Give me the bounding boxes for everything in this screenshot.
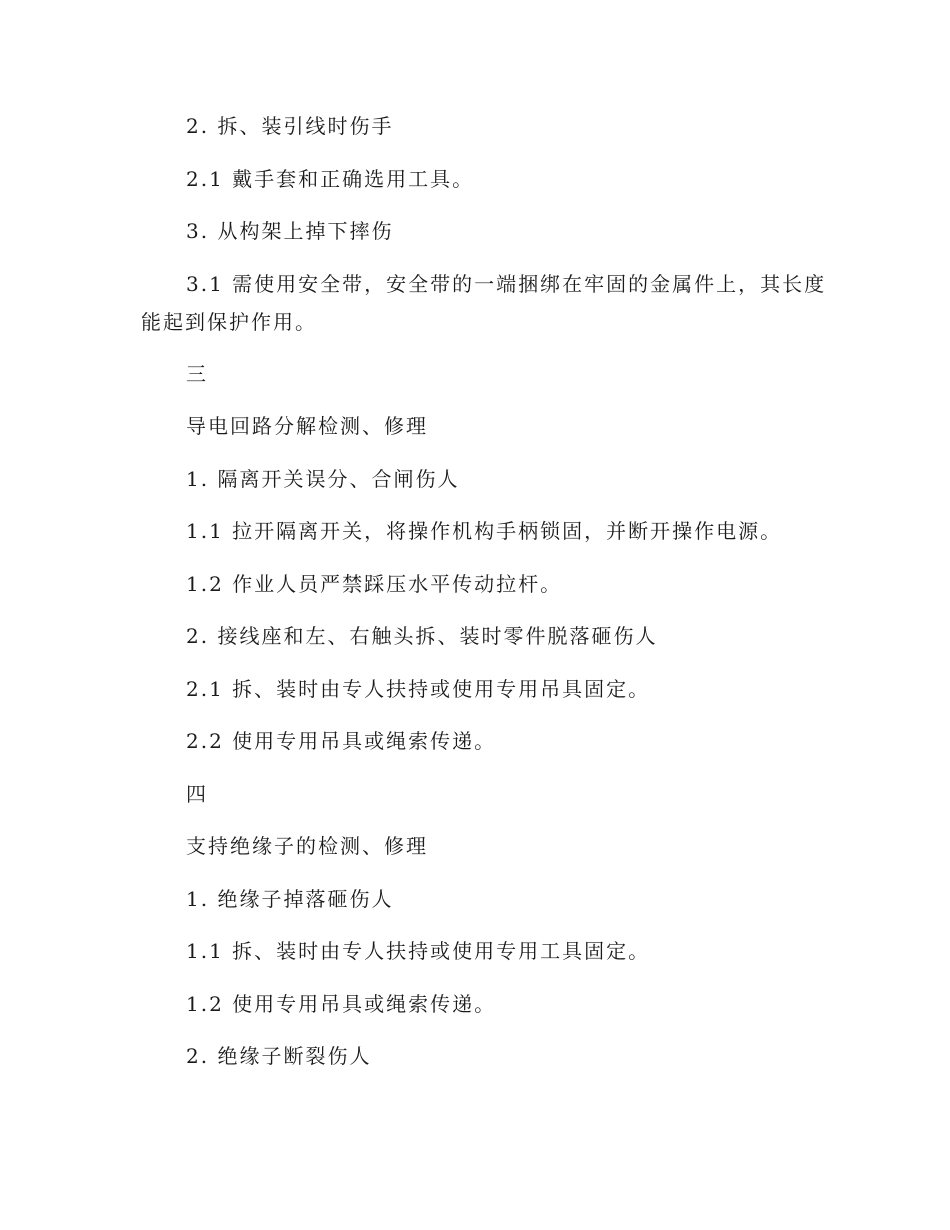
paragraph: 2.2 使用专用吊具或绳索传递。 bbox=[186, 729, 497, 753]
paragraph: 1.1 拆、装时由专人扶持或使用专用工具固定。 bbox=[186, 939, 651, 963]
paragraph: 3. 从构架上掉下摔伤 bbox=[186, 219, 394, 243]
paragraph: 1. 隔离开关误分、合闸伤人 bbox=[186, 467, 460, 491]
section-number: 四 bbox=[186, 782, 208, 806]
paragraph: 1.2 使用专用吊具或绳索传递。 bbox=[186, 992, 497, 1016]
section-title: 导电回路分解检测、修理 bbox=[186, 414, 428, 438]
paragraph: 2. 绝缘子断裂伤人 bbox=[186, 1044, 372, 1068]
paragraph: 2.1 拆、装时由专人扶持或使用专用吊具固定。 bbox=[186, 677, 651, 701]
section-number: 三 bbox=[186, 362, 208, 386]
paragraph: 2.1 戴手套和正确选用工具。 bbox=[186, 167, 475, 191]
paragraph: 1. 绝缘子掉落砸伤人 bbox=[186, 887, 394, 911]
paragraph: 3.1 需使用安全带，安全带的一端捆绑在牢固的金属件上，其长度 bbox=[186, 272, 827, 296]
paragraph-continuation: 能起到保护作用。 bbox=[141, 310, 317, 334]
paragraph: 1.1 拉开隔离开关，将操作机构手柄锁固，并断开操作电源。 bbox=[186, 519, 783, 543]
paragraph: 1.2 作业人员严禁踩压水平传动拉杆。 bbox=[186, 572, 563, 596]
section-title: 支持绝缘子的检测、修理 bbox=[186, 834, 428, 858]
paragraph: 2. 拆、装引线时伤手 bbox=[186, 114, 394, 138]
paragraph: 2. 接线座和左、右触头拆、装时零件脱落砸伤人 bbox=[186, 624, 658, 648]
